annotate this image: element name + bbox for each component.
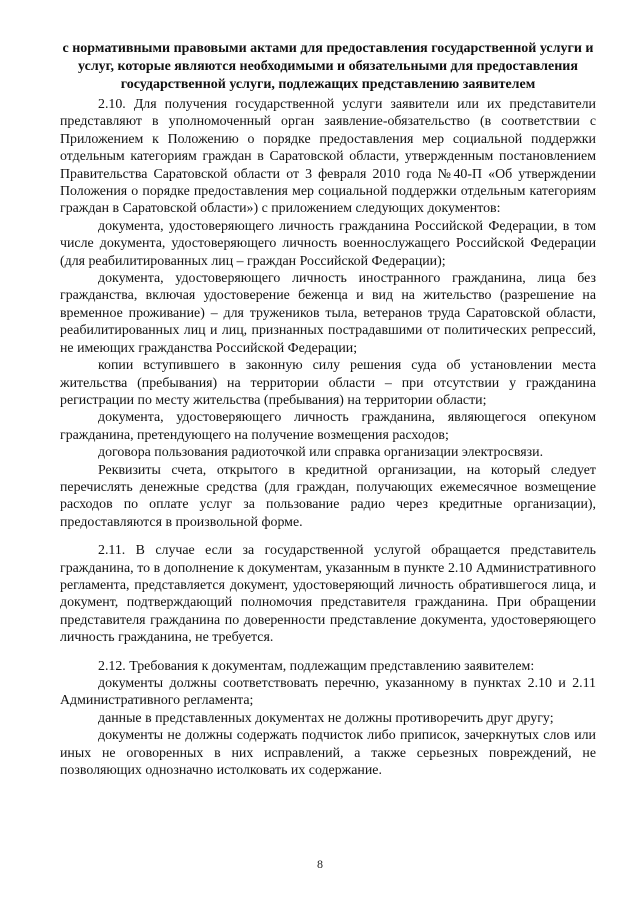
list-item-russian-id: документа, удостоверяющего личность гражданина Российской Федерации, в том числе документа, удостоверяющего личность военнослужащего Российской Федерации (для реабилитированных лиц – граждан Российской Федерации); xyxy=(60,218,596,269)
requirement-item-consistency: данные в представленных документах не должны противоречить друг другу; xyxy=(98,710,554,726)
list-item-guardian-id: документа, удостоверяющего личность гражданина, являющегося опекуном гражданина, претендующего на получение возмещения расходов; xyxy=(60,410,596,443)
paragraph-bank-details: Реквизиты счета, открытого в кредитной организации, на который следует перечислять денежные средства (для граждан, получающих ежемесячное возмещение расходов по оплате услуг за пользование радио через кредитные организации), предоставляются в произвольной форме. xyxy=(60,462,596,530)
page-number: 8 xyxy=(317,857,323,871)
requirement-item-list: документы должны соответствовать перечню, указанному в пунктах 2.10 и 2.11 Административного регламента; xyxy=(60,676,596,709)
list-item-foreign-id: документа, удостоверяющего личность иностранного гражданина, лица без гражданства, включая удостоверение беженца и вид на жительство (разрешение на временное проживание) – для тружеников тыла, ветеранов труда Саратовской области, реабилитированных лиц и лиц, признанных пострадавшими от политических репрессий, не имеющих гражданства Российской Федерации; xyxy=(60,271,596,356)
paragraph-2-11: 2.11. В случае если за государственной услугой обращается представитель гражданина, то в дополнение к документам, указанным в пункте 2.10 Административного регламента, представляется документ, удостоверяющий личность обратившегося лица, и документ, подтверждающий полномочия представителя гражданина. При обращении представителя гражданина по доверенности представление документа, удостоверяющего личность гражданина, не требуется. xyxy=(60,543,596,646)
list-item-court-decision: копии вступившего в законную силу решения суда об установлении места жительства (пребывания) на территории области – при отсутствии у гражданина регистрации по месту жительства (пребывания) на территории области; xyxy=(60,358,596,408)
section-heading: с нормативными правовыми актами для предоставления государственной услуги и услуг, которые являются необходимыми и обязательными для предоставления государственной услуги, подлежащих представлению заявителем xyxy=(62,41,594,92)
paragraph-2-10: 2.10. Для получения государственной услуги заявители или их представители представляют в уполномоченный орган заявление-обязательство (в соответствии с Приложением к Положению о порядке предоставления мер социальной поддержки отдельным категориям граждан в Саратовской области, утвержденным постановлением Правительства Саратовской области от 3 февраля 2010 года №40-П «Об утверждении Положения о порядке предоставления мер социальной поддержки отдельным категориям граждан в Саратовской области») с приложением следующих документов: xyxy=(60,97,596,217)
list-item-radio-contract: договора пользования радиоточкой или справка организации электросвязи. xyxy=(98,445,544,461)
paragraph-2-12: 2.12. Требования к документам, подлежащим представлению заявителем: xyxy=(98,658,535,674)
requirement-item-no-corrections: документы не должны содержать подчисток либо приписок, зачеркнутых слов или иных не оговоренных в них исправлений, а также серьезных повреждений, не позволяющих однозначно истолковать их содержание. xyxy=(60,728,596,779)
